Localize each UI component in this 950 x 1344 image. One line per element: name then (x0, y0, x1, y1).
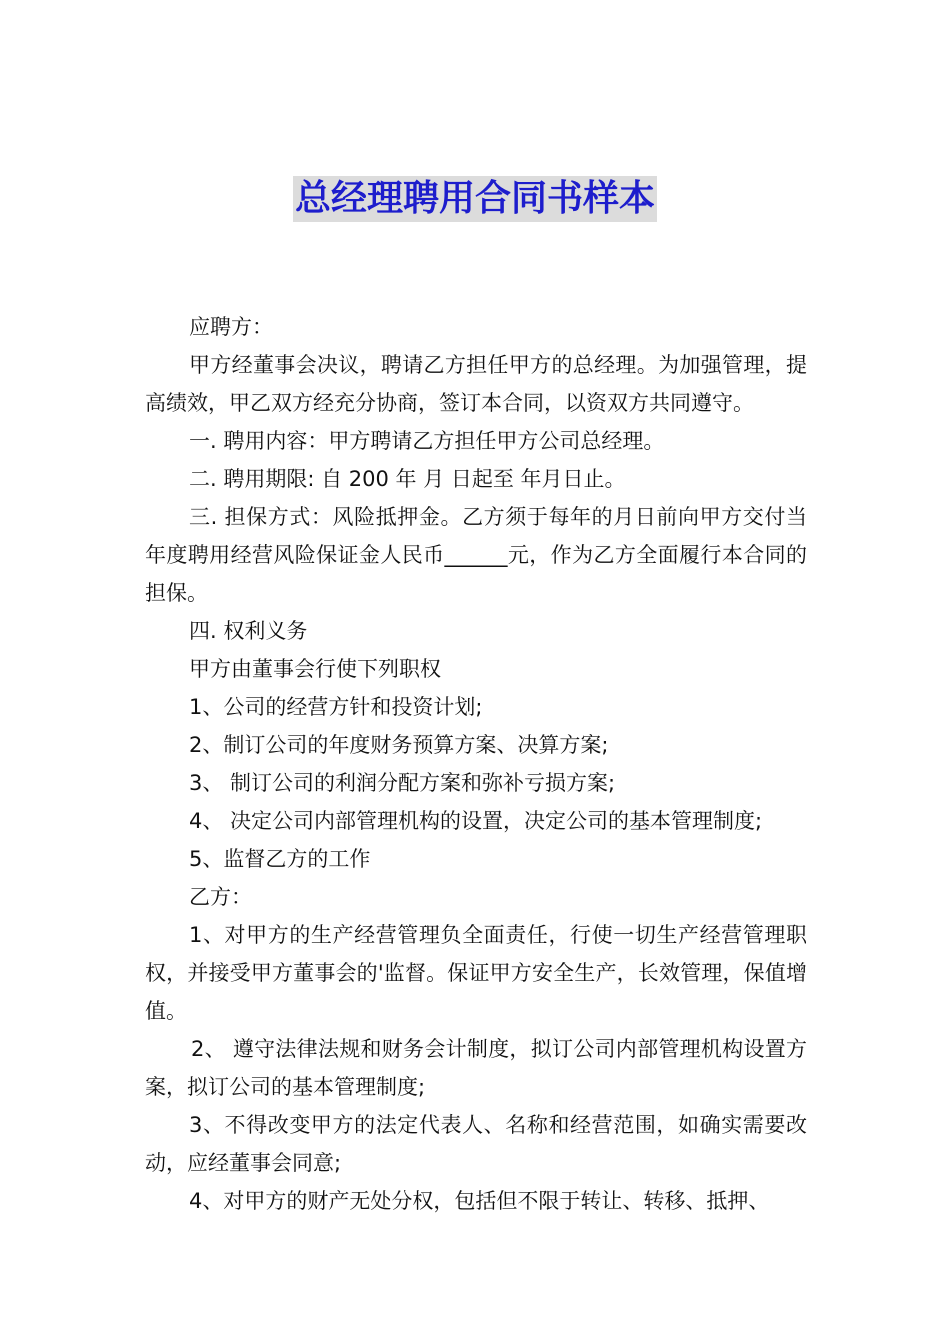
paragraph-section-3: 三. 担保方式：风险抵押金。乙方须于每年的月日前向甲方交付当年度聘用经营风险保证金人民币______元，作为乙方全面履行本合同的担保。 (145, 505, 807, 605)
list-item-b3: 3、不得改变甲方的法定代表人、名称和经营范围，如确实需要改动，应经董事会同意; (145, 1113, 807, 1175)
list-item-a2: 2、制订公司的年度财务预算方案、决算方案; (189, 733, 609, 757)
list-item-a5: 5、监督乙方的工作 (189, 847, 371, 871)
list-item-b2: 2、 遵守法律法规和财务会计制度，拟订公司内部管理机构设置方案，拟订公司的基本管理制度; (145, 1037, 807, 1099)
list-item-a1: 1、公司的经营方针和投资计划; (189, 695, 483, 719)
paragraph-section-2: 二. 聘用期限: 自 200 年 月 日起至 年月日止。 (189, 467, 626, 491)
list-item-a3: 3、 制订公司的利润分配方案和弥补亏损方案; (189, 771, 616, 795)
list-item-b1: 1、对甲方的生产经营管理负全面责任，行使一切生产经营管理职权，并接受甲方董事会的'监督。保证甲方安全生产，长效管理，保值增值。 (145, 923, 807, 1023)
document-body (145, 308, 807, 1220)
paragraph-intro: 甲方经董事会决议，聘请乙方担任甲方的总经理。为加强管理，提高绩效，甲乙双方经充分协商，签订本合同，以资双方共同遵守。 (145, 353, 807, 415)
paragraph-applicant: 应聘方： (189, 315, 273, 339)
paragraph-party-a-heading: 甲方由董事会行使下列职权 (189, 657, 441, 681)
list-item-a4: 4、 决定公司内部管理机构的设置，决定公司的基本管理制度; (189, 809, 763, 833)
paragraph-party-b-heading: 乙方： (189, 885, 252, 909)
document-title: 总经理聘用合同书样本 (293, 176, 657, 222)
paragraph-section-1: 一. 聘用内容：甲方聘请乙方担任甲方公司总经理。 (189, 429, 665, 453)
title-container (0, 176, 950, 222)
list-item-b4: 4、对甲方的财产无处分权，包括但不限于转让、转移、抵押、 (189, 1189, 770, 1213)
paragraph-section-4: 四. 权利义务 (189, 619, 308, 643)
